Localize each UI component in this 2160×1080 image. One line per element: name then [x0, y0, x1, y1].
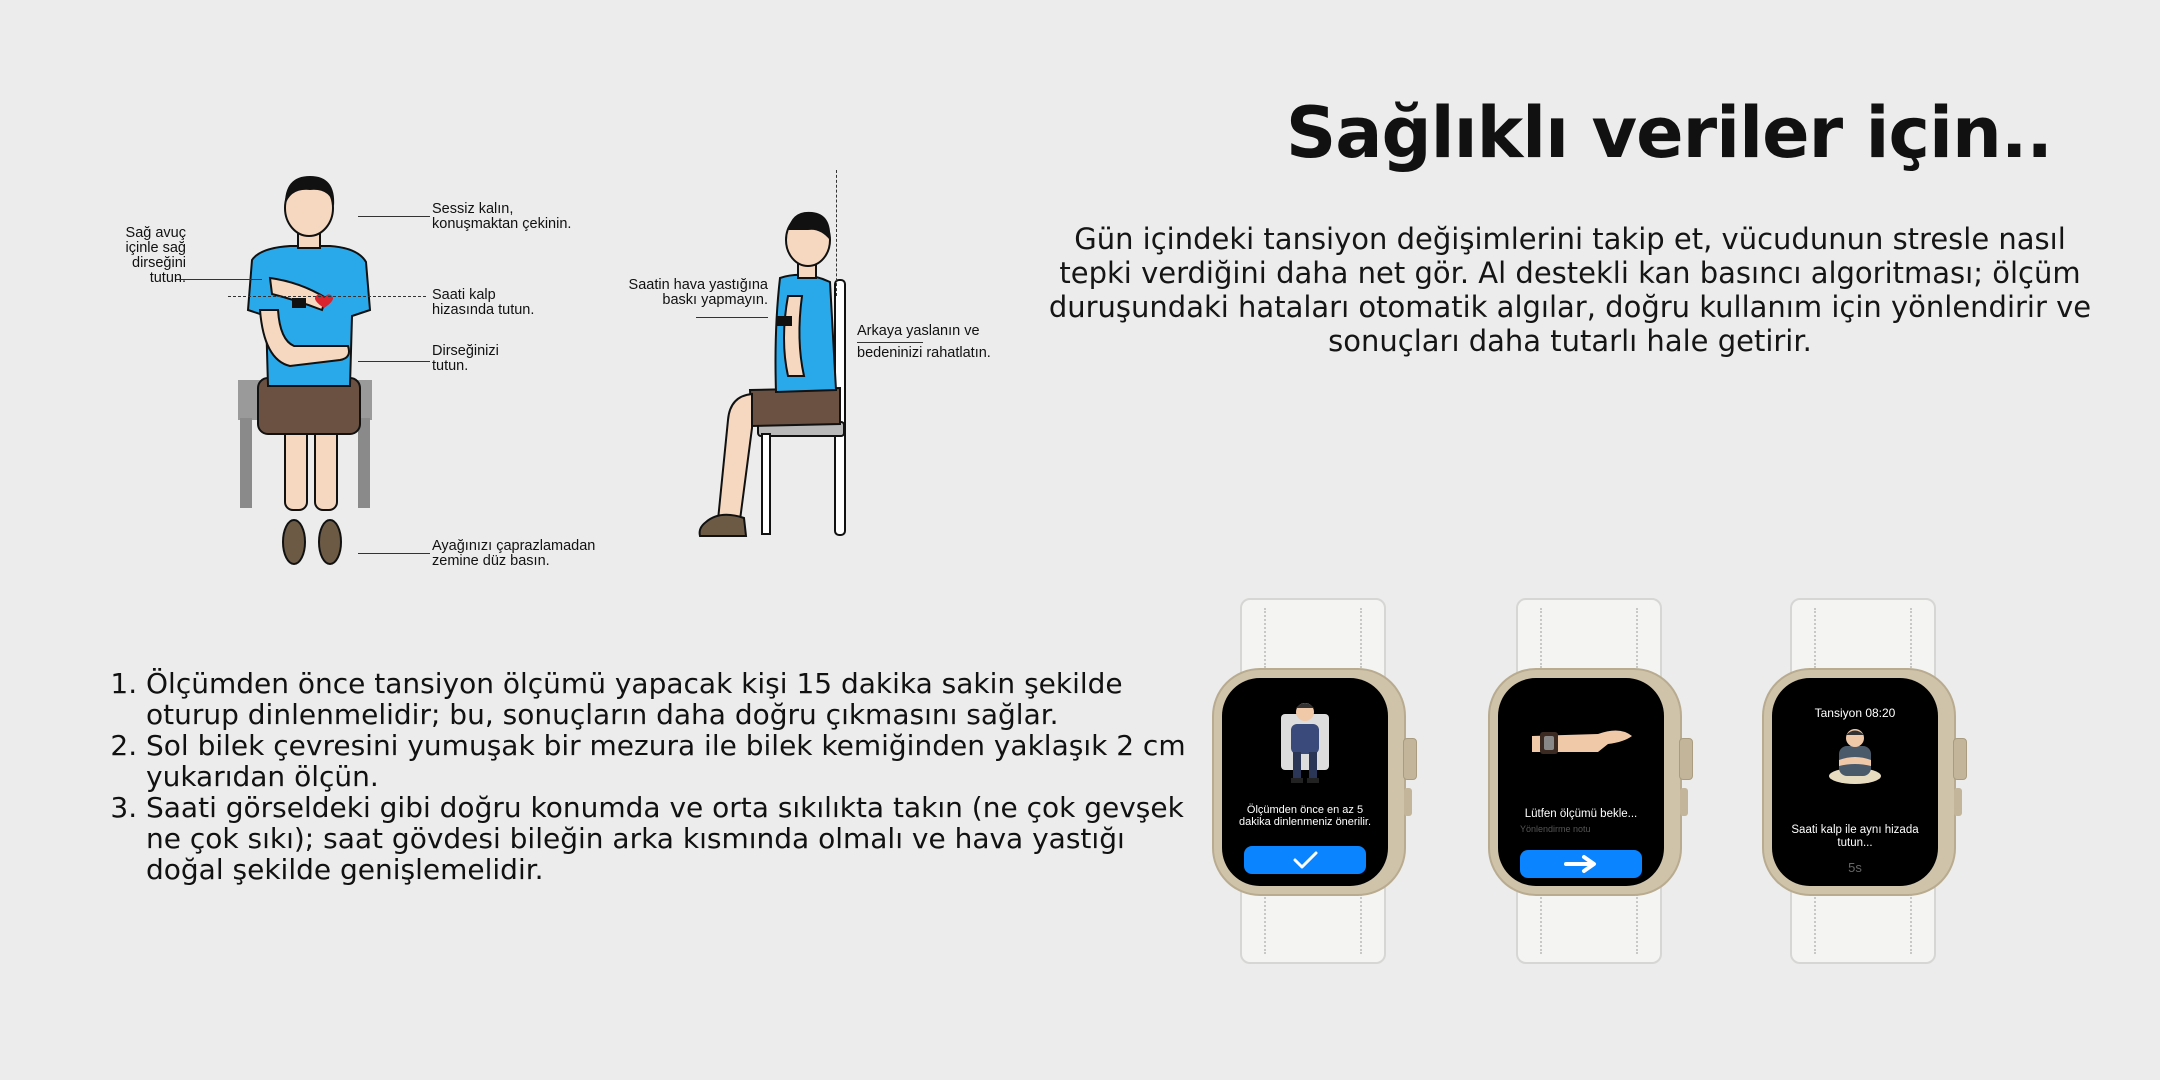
watch-message: Saati kalp ile aynı hizada tutun... [1791, 824, 1919, 849]
watch-wait-screen [1484, 598, 1694, 964]
intro-paragraph: Gün içindeki tansiyon değişimlerini takip et, vücudunun stresle nasıl tepki verdiğini daha net gör. Al destekli kan basıncı algoritması; ölçüm duruşundaki hataları otomatik algılar, doğru kullanım için yönlendirir ve sonuçları daha tutarlı hale getirir. [1048, 222, 2092, 358]
watch-strap [1516, 884, 1662, 964]
watch-crown[interactable] [1953, 738, 1967, 780]
watch-message: Ölçümden önce en az 5 dakika dinlenmeniz önerilir. [1238, 804, 1372, 828]
note-back: Arkaya yaslanın ve bedeninizi rahatlatın. [857, 323, 991, 361]
watch-side-button[interactable] [1680, 788, 1688, 816]
instruction-steps [100, 668, 1206, 885]
watch-strap [1240, 598, 1386, 678]
confirm-button[interactable] [1244, 846, 1366, 874]
posture-side-illustration [680, 200, 860, 550]
watch-strap [1790, 884, 1936, 964]
watch-strap [1790, 598, 1936, 678]
arrow-right-icon [1520, 850, 1642, 878]
note-hand: Sağ avuç içinle sağ dirseğini tutun. [125, 225, 186, 286]
watch-crown[interactable] [1679, 738, 1693, 780]
watch-screen [1772, 678, 1938, 886]
page-title: Sağlıklı veriler için.. [1285, 92, 2052, 174]
watch-header: Tansiyon 08:20 [1814, 706, 1896, 720]
checkmark-icon [1244, 846, 1366, 874]
watch-crown[interactable] [1403, 738, 1417, 780]
list-item: 3. Saati görseldeki gibi doğru konumda ve orta sıkılıkta takın (ne çok gevşek ne çok sıkı); saat gövdesi bileğin arka kısmında olmalı ve hava yastığı doğal şekilde genişlemelidir. [146, 792, 1206, 885]
watch-measure-screen [1758, 598, 1968, 964]
watch-side-button[interactable] [1404, 788, 1412, 816]
watch-side-button[interactable] [1954, 788, 1962, 816]
watch-sub-note: Yönlendirme notu [1520, 824, 1591, 834]
seated-person-icon [1277, 694, 1333, 784]
note-quiet: Sessiz kalın, konuşmaktan çekinin. [432, 201, 572, 232]
watch-screen [1498, 678, 1664, 886]
watch-rest-screen [1208, 598, 1418, 964]
watch-strap [1516, 598, 1662, 678]
note-feet: Ayağınızı çaprazlamadan zemine düz basın. [432, 538, 596, 569]
note-heart: Saati kalp hizasında tutun. [432, 287, 535, 318]
list-item: 1. Ölçümden önce tansiyon ölçümü yapacak kişi 15 dakika sakin şekilde oturup dinlenmelidir; bu, sonuçların daha doğru çıkmasını sağlar. [146, 668, 1206, 730]
posture-front-illustration [230, 170, 390, 570]
next-button[interactable] [1520, 850, 1642, 878]
note-elbow: Dirseğinizi tutun. [432, 343, 499, 374]
watch-strap [1240, 884, 1386, 964]
person-heart-level-icon [1827, 726, 1883, 786]
countdown-label: 5s [1848, 860, 1862, 875]
list-item: 2. Sol bilek çevresini yumuşak bir mezura ile bilek kemiğinden yaklaşık 2 cm yukarıdan ölçün. [146, 730, 1206, 792]
watch-screen [1222, 678, 1388, 886]
watch-message: Lütfen ölçümü bekle... [1524, 808, 1638, 820]
note-cushion: Saatin hava yastığına baskı yapmayın. [628, 277, 768, 308]
wrist-watch-arm-icon [1528, 718, 1638, 768]
